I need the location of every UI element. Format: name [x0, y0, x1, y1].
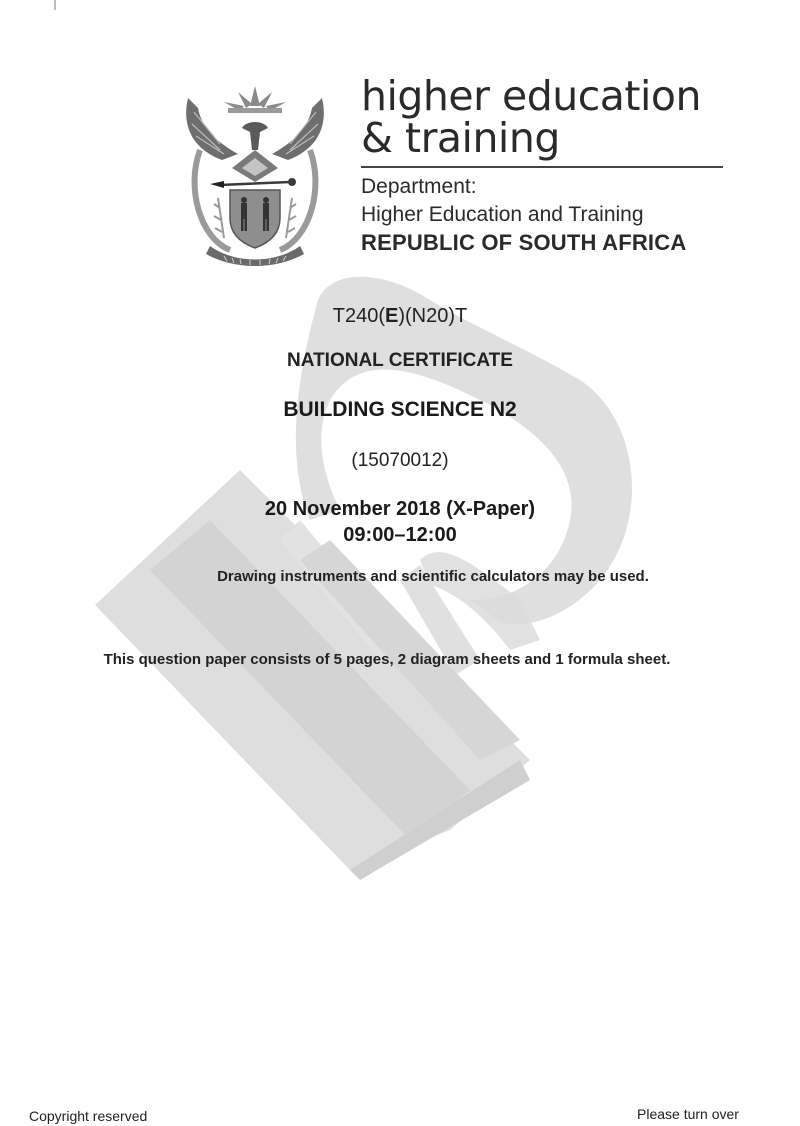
exam-date: 20 November 2018 (X-Paper) [264, 498, 536, 520]
department-label: Department: [361, 175, 477, 198]
exam-date-block [0, 496, 800, 548]
paper-code-language: E [385, 305, 399, 327]
brand-divider [361, 166, 723, 168]
south-africa-coat-of-arms-icon [180, 78, 330, 266]
brand-line-2: & training [361, 114, 560, 162]
copyright-notice: Copyright reserved [29, 1108, 148, 1124]
subject-title: BUILDING SCIENCE N2 [283, 398, 517, 421]
dhet-logo-wordmark [361, 72, 723, 162]
instructions: Drawing instruments and scientific calculators may be used. [217, 568, 649, 585]
certificate-title: NATIONAL CERTIFICATE [287, 350, 513, 371]
paper-code [0, 305, 800, 328]
paper-code-suffix: )(N20)T [398, 305, 468, 327]
paper-code-prefix: T240( [332, 305, 385, 327]
turn-over-notice: Please turn over [637, 1106, 739, 1122]
exam-time: 09:00–12:00 [343, 524, 457, 546]
scan-artifact [54, 0, 56, 10]
department-name: Higher Education and Training [361, 203, 644, 226]
subject-code: (15070012) [351, 450, 449, 471]
department-block [361, 173, 741, 257]
paper-composition: This question paper consists of 5 pages, 2 diagram sheets and 1 formula sheet. [103, 651, 671, 668]
brand-line-1: higher education [361, 72, 701, 120]
country-name: REPUBLIC OF SOUTH AFRICA [361, 230, 687, 255]
